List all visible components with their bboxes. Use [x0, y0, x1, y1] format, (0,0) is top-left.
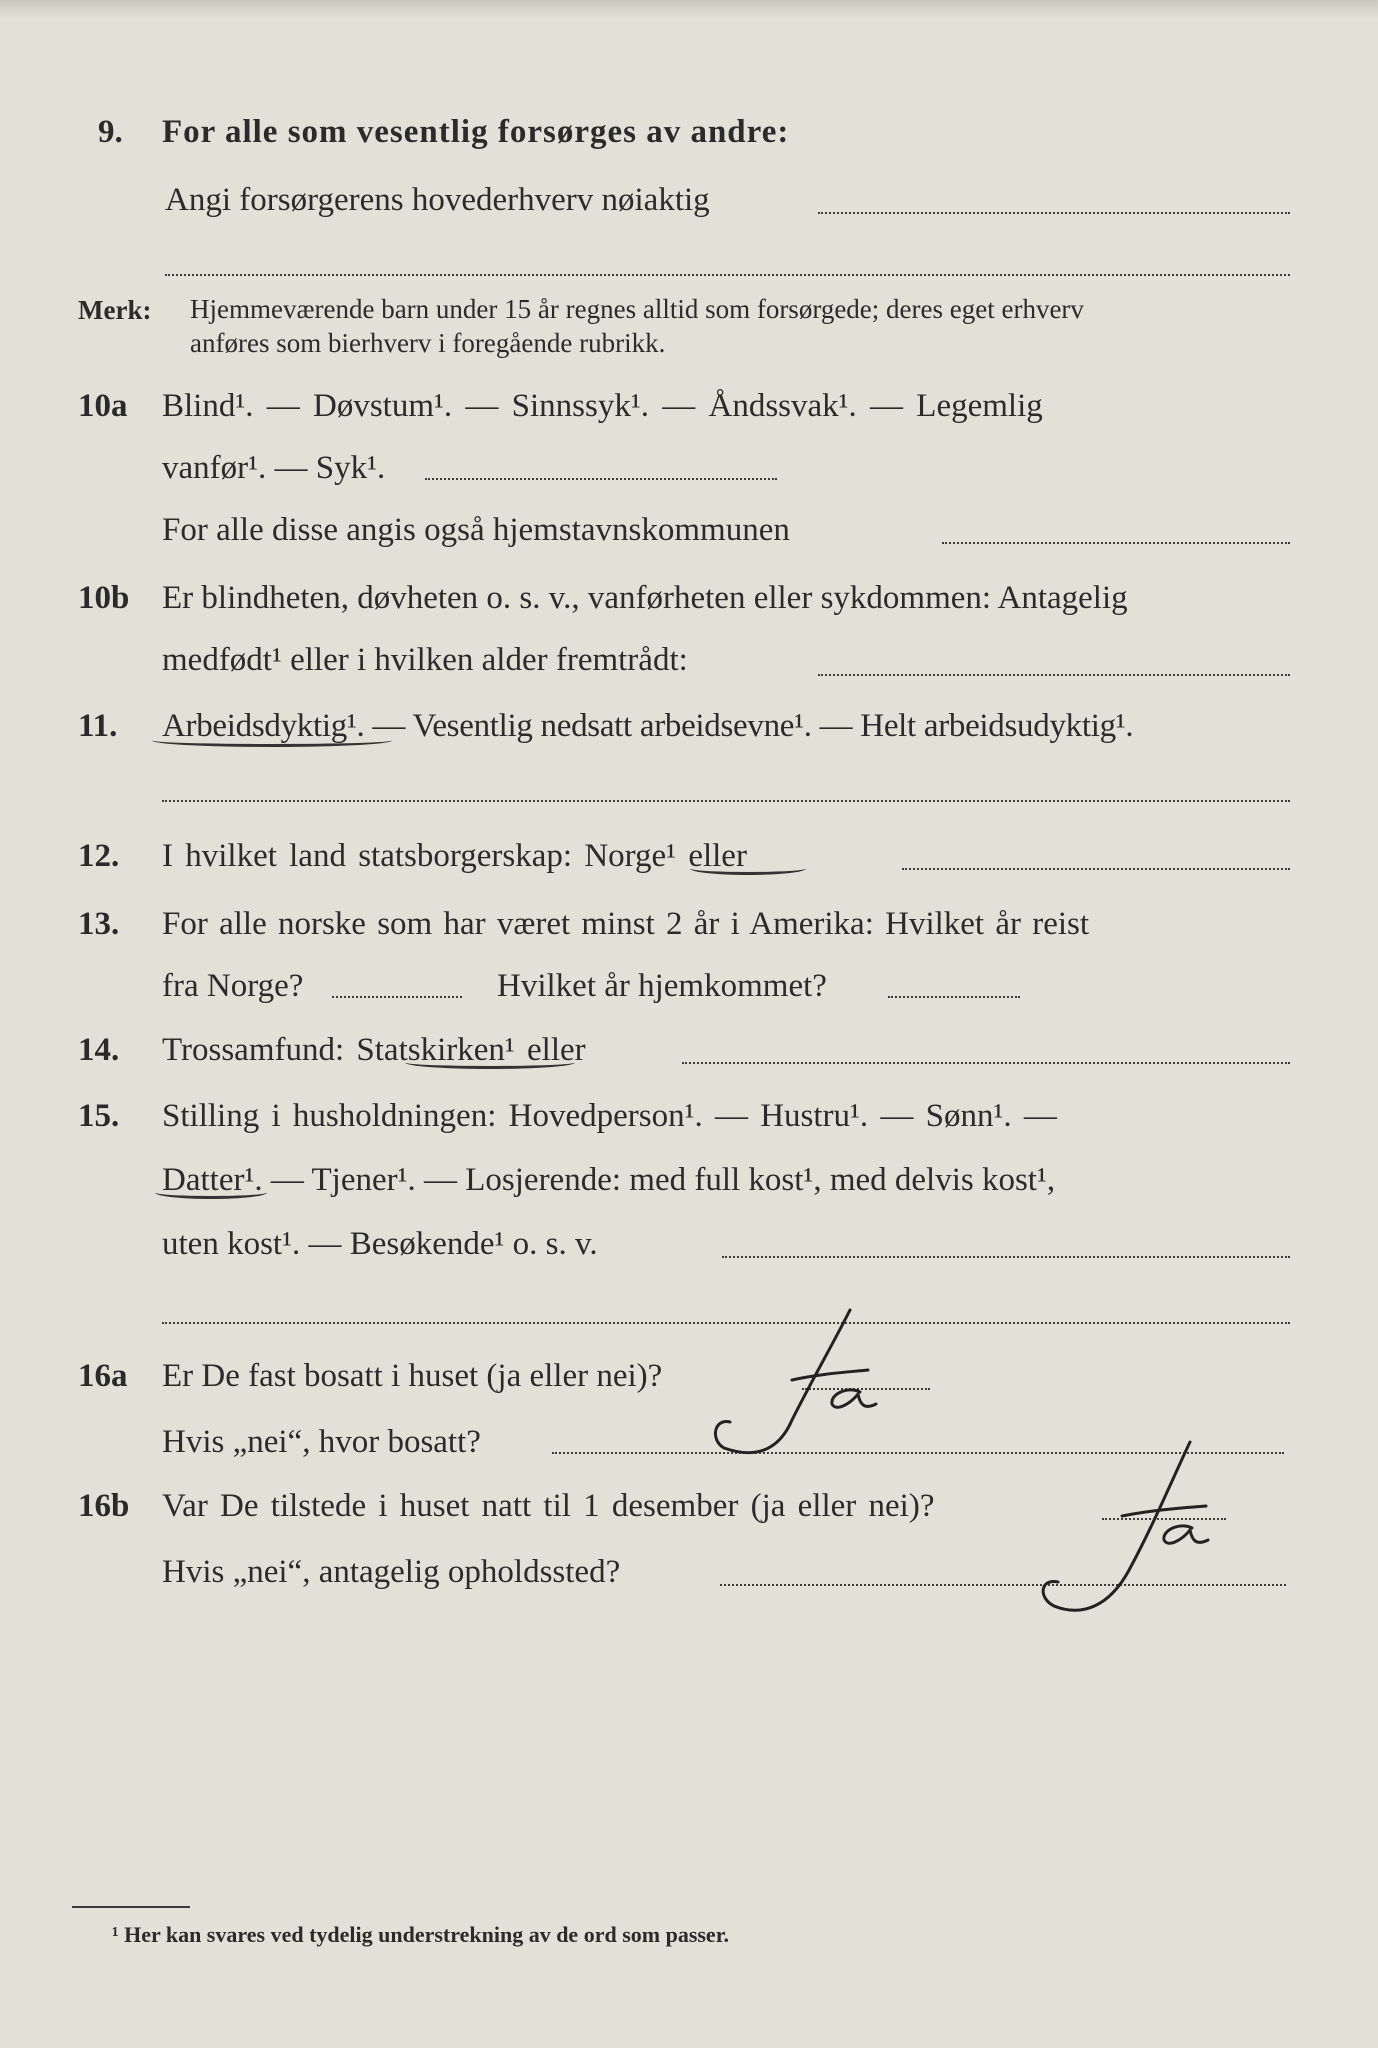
q14-line1: Trossamfund: Statskirken¹ eller	[162, 1032, 586, 1068]
merk-line2: anføres som bierhverv i foregående rubrikk.	[190, 328, 666, 358]
merk-label: Merk:	[78, 295, 152, 325]
q10b-line2: medfødt¹ eller i hvilken alder fremtrådt:	[162, 642, 688, 678]
handwritten-answer-q16b	[1010, 1432, 1230, 1632]
q16a-line1: Er De fast bosatt i huset (ja eller nei)?	[162, 1358, 663, 1394]
question-number: 9.	[98, 114, 123, 150]
answer-field-q15[interactable]	[722, 1256, 1290, 1258]
answer-underline-arbeidsdyktig	[152, 734, 392, 747]
q11-line1: Arbeidsdyktig¹. — Vesentlig nedsatt arbeidsevne¹. — Helt arbeidsudyktig¹.	[162, 708, 1134, 744]
answer-underline-norge	[690, 862, 806, 875]
answer-field-q13-hjemkommet[interactable]	[888, 996, 1020, 998]
q13-line2b: Hvilket år hjemkommet?	[497, 968, 827, 1004]
q16a-line2: Hvis „nei“, hvor bosatt?	[162, 1424, 481, 1460]
q16b-line2: Hvis „nei“, antagelig opholdssted?	[162, 1554, 621, 1590]
q15-line1: Stilling i husholdningen: Hovedperson¹. — Hustru¹. — Sønn¹. —	[162, 1098, 1057, 1134]
answer-field-q10a-kommune[interactable]	[942, 542, 1290, 544]
question-number: 15.	[78, 1098, 120, 1134]
merk-line1: Hjemmeværende barn under 15 år regnes alltid som forsørgede; deres eget erhverv	[190, 294, 1084, 324]
question-number: 11.	[78, 708, 118, 744]
q10a-line1: Blind¹. — Døvstum¹. — Sinnssyk¹. — Åndssvak¹. — Legemlig	[162, 388, 1043, 424]
question-number: 16a	[78, 1358, 128, 1394]
question-number: 12.	[78, 838, 120, 874]
question-number: 14.	[78, 1032, 120, 1068]
footnote: ¹ Her kan svares ved tydelig understrekning av de ord som passer.	[112, 1922, 729, 1947]
answer-underline-statskirken	[405, 1056, 575, 1069]
q12-line1: I hvilket land statsborgerskap: Norge¹ eller	[162, 838, 747, 874]
q15-line3: uten kost¹. — Besøkende¹ o. s. v.	[162, 1226, 598, 1262]
answer-field-q10a-syk[interactable]	[425, 478, 777, 480]
question-number: 13.	[78, 906, 120, 942]
q10a-line3: For alle disse angis også hjemstavnskommunen	[162, 512, 790, 548]
answer-field-q9[interactable]	[818, 212, 1290, 214]
question-number: 10a	[78, 388, 128, 424]
q10a-line2: vanfør¹. — Syk¹.	[162, 450, 386, 486]
q9-line2: Angi forsørgerens hovederhverv nøiaktig	[165, 182, 710, 218]
footnote-rule	[72, 1906, 190, 1908]
question-number: 10b	[78, 580, 130, 616]
answer-field-q14[interactable]	[682, 1062, 1290, 1064]
answer-field-q13-reist[interactable]	[332, 996, 462, 998]
answer-underline-datter	[155, 1186, 267, 1199]
q16b-line1: Var De tilstede i huset natt til 1 desember (ja eller nei)?	[162, 1488, 935, 1524]
answer-field-q12[interactable]	[902, 868, 1290, 870]
answer-field-q10b[interactable]	[818, 674, 1290, 676]
q13-line2a: fra Norge?	[162, 968, 304, 1004]
q9-title: For alle som vesentlig forsørges av andre:	[162, 114, 790, 150]
q15-line2: Datter¹. — Tjener¹. — Losjerende: med full kost¹, med delvis kost¹,	[162, 1162, 1056, 1198]
q13-line1: For alle norske som har været minst 2 år i Amerika: Hvilket år reist	[162, 906, 1090, 942]
answer-field-q11[interactable]	[162, 800, 1290, 802]
question-number: 16b	[78, 1488, 130, 1524]
answer-field-q9-second[interactable]	[165, 274, 1290, 276]
handwritten-answer-q16a	[700, 1300, 900, 1480]
q10b-line1: Er blindheten, døvheten o. s. v., vanførheten eller sykdommen: Antagelig	[162, 580, 1128, 616]
